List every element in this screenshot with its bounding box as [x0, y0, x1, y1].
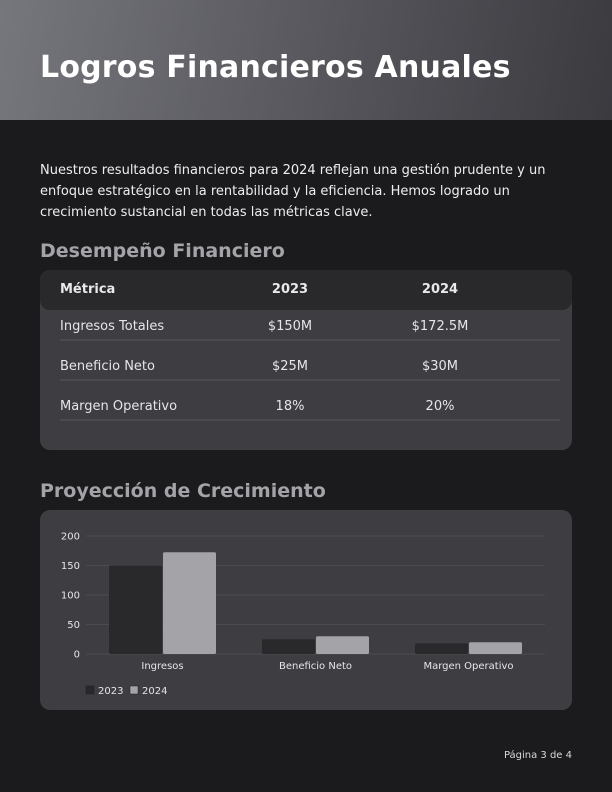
table-cell-2023: 18% — [275, 399, 305, 414]
table-cell-2024: $30M — [421, 359, 459, 374]
legend-label: 2023 — [98, 686, 124, 697]
column-header-metric: Métrica — [60, 282, 116, 297]
growth-section-title: Proyección de Crecimiento — [40, 480, 326, 502]
y-tick-label: 150 — [60, 561, 80, 572]
x-tick-label: Margen Operativo — [423, 661, 514, 672]
bar-2023 — [109, 566, 162, 655]
bar-2023 — [262, 639, 315, 654]
growth-chart-card — [40, 510, 572, 710]
bar-2023 — [415, 643, 468, 654]
legend-swatch — [130, 686, 138, 694]
table-cell-2024: $172.5M — [411, 319, 469, 334]
table-header — [40, 270, 572, 310]
x-tick-label: Ingresos — [141, 661, 184, 672]
table-cell-metric: Ingresos Totales — [60, 319, 165, 334]
performance-section-title: Desempeño Financiero — [40, 240, 285, 262]
bar-2024 — [316, 636, 369, 654]
bar-2024 — [469, 642, 522, 654]
performance-table — [40, 270, 572, 450]
page-number: Página 3 de 4 — [503, 750, 572, 761]
table-cell-metric: Margen Operativo — [60, 399, 178, 414]
legend-label: 2024 — [142, 686, 168, 697]
y-tick-label: 200 — [60, 531, 80, 543]
table-cell-2024: 20% — [425, 399, 455, 414]
y-tick-label: 100 — [60, 590, 80, 602]
column-header-2023: 2023 — [271, 282, 309, 297]
x-tick-label: Beneficio Neto — [278, 661, 353, 672]
row-divider — [60, 379, 560, 381]
page-title: Logros Financieros Anuales — [40, 50, 511, 85]
legend-swatch — [86, 686, 94, 694]
table-cell-2023: $25M — [271, 359, 309, 374]
y-tick-label: 0 — [73, 649, 80, 661]
column-header-2024: 2024 — [421, 282, 459, 297]
row-divider — [60, 419, 560, 421]
growth-bar-chart — [40, 510, 572, 710]
row-divider — [60, 339, 560, 341]
intro-paragraph: Nuestros resultados financieros para 2024 reflejan una gestión prudente y un enfoque estratégico en la rentabilidad y la eficiencia. Hemos logrado un crecimiento sustancial en todas las métricas clave. — [40, 163, 546, 220]
table-cell-2023: $150M — [267, 319, 313, 334]
y-tick-label: 50 — [67, 620, 80, 631]
page-header — [0, 0, 612, 120]
table-cell-metric: Beneficio Neto — [60, 359, 155, 374]
bar-2024 — [163, 552, 216, 654]
